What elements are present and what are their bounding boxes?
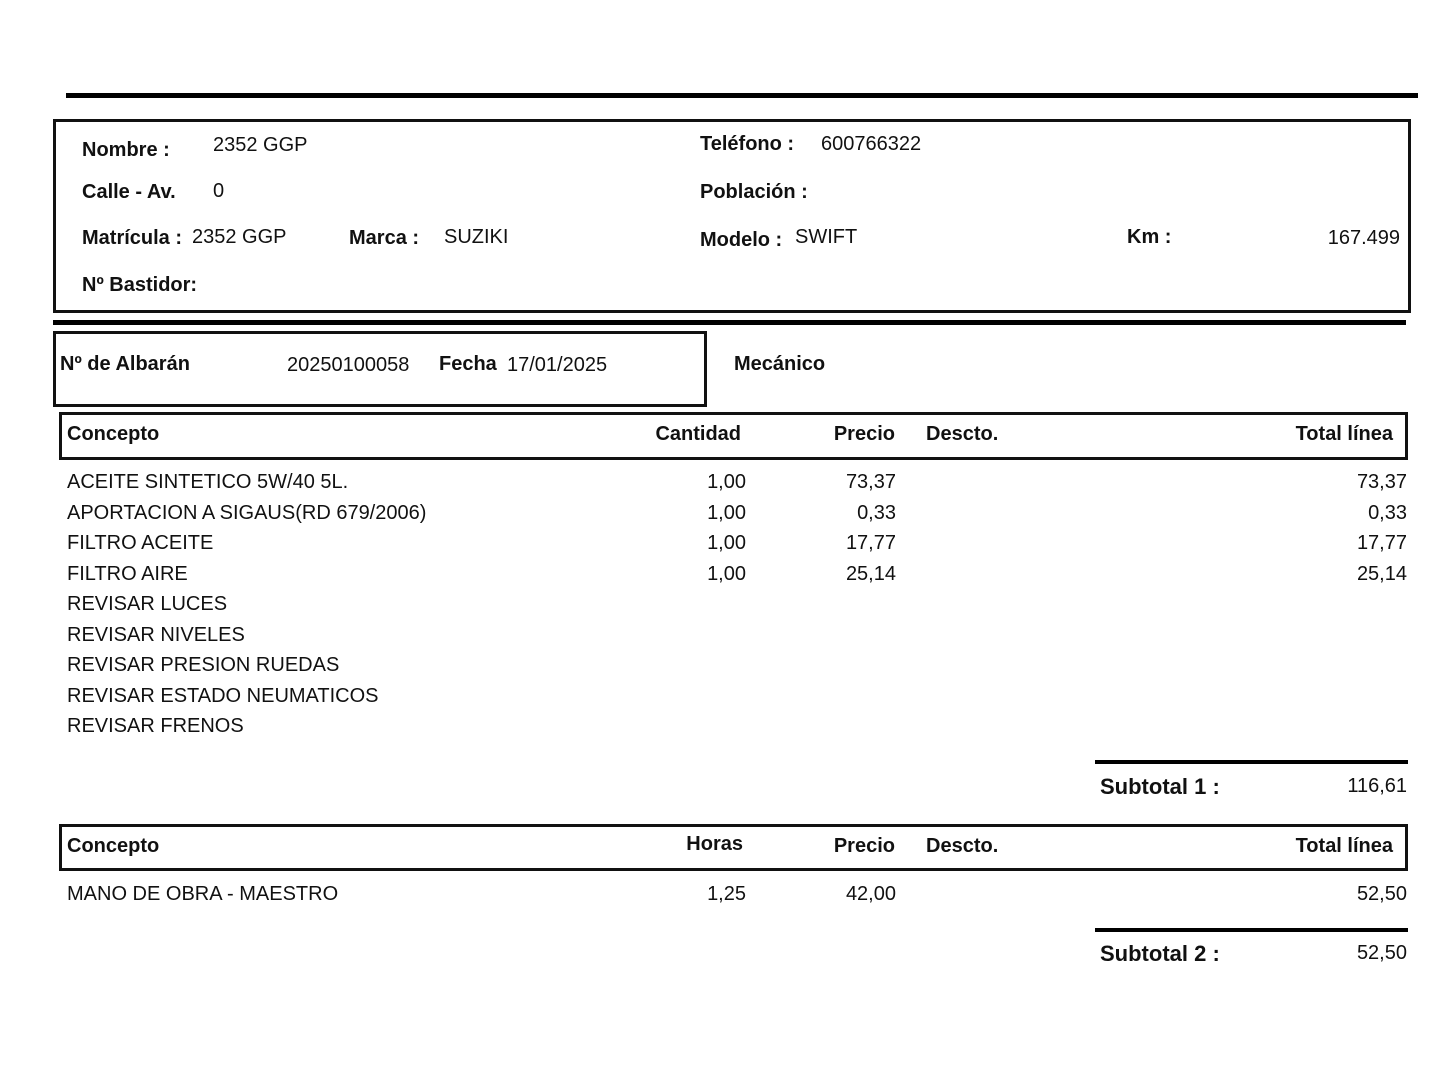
labor-header-precio: Precio bbox=[833, 835, 895, 857]
row-cantidad: 1,00 bbox=[707, 502, 746, 524]
marca-label: Marca : bbox=[349, 227, 420, 249]
row-concepto: ACEITE SINTETICO 5W/40 5L. bbox=[67, 471, 349, 493]
row-precio: 0,33 bbox=[857, 502, 896, 524]
row-cantidad: 1,00 bbox=[707, 532, 746, 554]
albaran-number: 20250100058 bbox=[287, 354, 410, 376]
row-total: 25,14 bbox=[1356, 563, 1407, 585]
subtotal-2-value: 52,50 bbox=[1356, 942, 1407, 964]
km-label: Km : bbox=[1127, 226, 1172, 248]
row-precio: 42,00 bbox=[845, 883, 896, 905]
subtotal-1-value: 116,61 bbox=[1347, 775, 1407, 797]
subtotal-1-rule bbox=[1095, 760, 1408, 764]
subtotal-2-label: Subtotal 2 : bbox=[1100, 941, 1220, 966]
nombre-value: 2352 GGP bbox=[213, 134, 308, 156]
labor-header-concepto: Concepto bbox=[67, 835, 160, 857]
calle-label: Calle - Av. bbox=[82, 181, 176, 203]
row-concepto: FILTRO ACEITE bbox=[67, 532, 214, 554]
parts-header-precio: Precio bbox=[833, 423, 895, 445]
subtotal-2-rule bbox=[1095, 928, 1408, 932]
row-total: 73,37 bbox=[1356, 471, 1407, 493]
calle-value: 0 bbox=[213, 180, 225, 202]
parts-header-descto: Descto. bbox=[926, 423, 999, 445]
labor-header-horas: Horas bbox=[686, 833, 743, 855]
matricula-label: Matrícula : bbox=[82, 227, 183, 249]
labor-header-total: Total línea bbox=[1295, 835, 1393, 857]
top-rule bbox=[66, 93, 1418, 98]
row-total: 0,33 bbox=[1368, 502, 1407, 524]
poblacion-label: Población : bbox=[700, 181, 808, 203]
row-cantidad: 1,00 bbox=[707, 563, 746, 585]
row-concepto: MANO DE OBRA - MAESTRO bbox=[67, 883, 339, 905]
row-horas: 1,25 bbox=[707, 883, 746, 905]
row-concepto: REVISAR LUCES bbox=[67, 593, 228, 615]
parts-header-total: Total línea bbox=[1295, 423, 1393, 445]
row-concepto: FILTRO AIRE bbox=[67, 563, 188, 585]
middle-rule bbox=[53, 320, 1406, 325]
modelo-label: Modelo : bbox=[700, 229, 783, 251]
fecha-value: 17/01/2025 bbox=[507, 354, 608, 376]
parts-header-cantidad: Cantidad bbox=[655, 423, 741, 445]
row-total: 52,50 bbox=[1356, 883, 1407, 905]
fecha-label: Fecha bbox=[439, 353, 497, 375]
row-concepto: REVISAR NIVELES bbox=[67, 624, 245, 646]
marca-value: SUZIKI bbox=[444, 226, 509, 248]
matricula-value: 2352 GGP bbox=[192, 226, 287, 248]
km-value: 167.499 bbox=[1327, 227, 1400, 249]
row-concepto: APORTACION A SIGAUS(RD 679/2006) bbox=[67, 502, 427, 524]
parts-header-concepto: Concepto bbox=[67, 423, 160, 445]
row-precio: 25,14 bbox=[845, 563, 896, 585]
nombre-label: Nombre : bbox=[82, 139, 170, 161]
row-precio: 17,77 bbox=[845, 532, 896, 554]
bastidor-label: Nº Bastidor: bbox=[82, 274, 198, 296]
mecanico-label: Mecánico bbox=[734, 353, 826, 375]
row-concepto: REVISAR PRESION RUEDAS bbox=[67, 654, 340, 676]
row-total: 17,77 bbox=[1356, 532, 1407, 554]
subtotal-1-label: Subtotal 1 : bbox=[1100, 774, 1220, 799]
row-precio: 73,37 bbox=[845, 471, 896, 493]
row-concepto: REVISAR ESTADO NEUMATICOS bbox=[67, 685, 379, 707]
modelo-value: SWIFT bbox=[795, 226, 858, 248]
row-concepto: REVISAR FRENOS bbox=[67, 715, 244, 737]
albaran-number-label: Nº de Albarán bbox=[60, 353, 190, 375]
row-cantidad: 1,00 bbox=[707, 471, 746, 493]
telefono-value: 600766322 bbox=[821, 133, 922, 155]
labor-header-descto: Descto. bbox=[926, 835, 999, 857]
telefono-label: Teléfono : bbox=[700, 133, 795, 155]
